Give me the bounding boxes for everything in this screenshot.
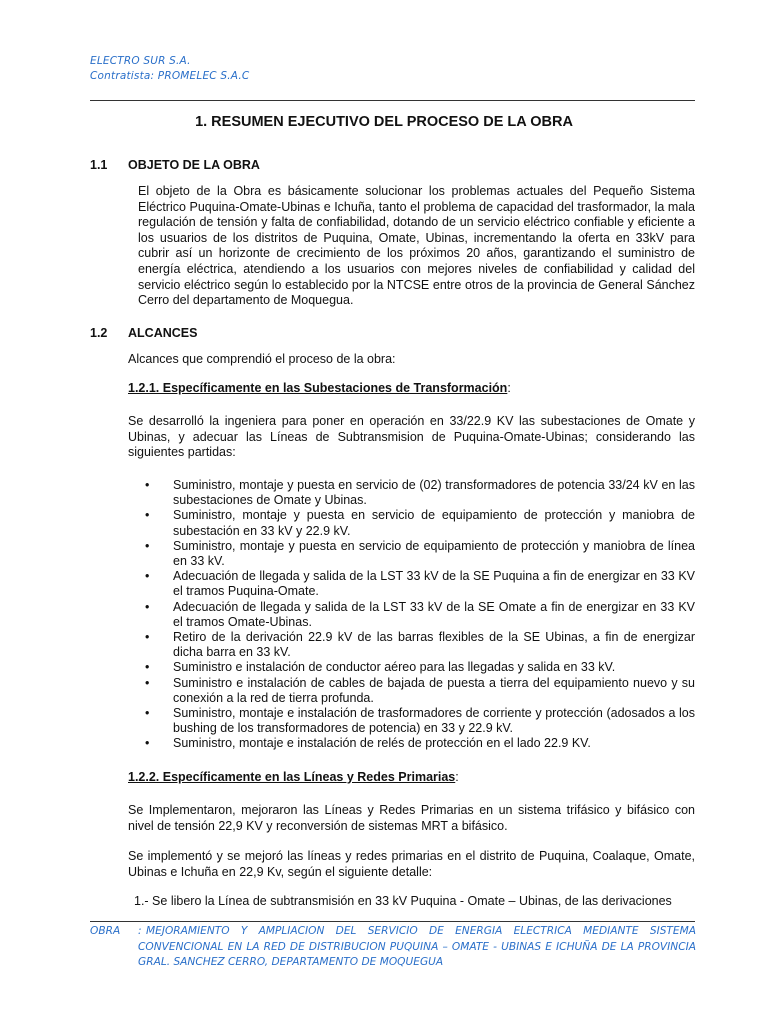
subsection-1-2-1-title: 1.2.1. Específicamente en las Subestaciones de Transformación <box>128 381 508 395</box>
subsection-1-2-2-body-1: Se Implementaron, mejoraron las Líneas y Redes Primarias en un sistema trifásico y bifásico con nivel de tensión 22,9 KV y reconversión de sistemas MRT a bifásico. <box>128 803 695 833</box>
bullet-icon: • <box>145 599 150 614</box>
list-item-text: Suministro, montaje e instalación de trasformadores de corriente y protección (adosados a los bushing de los transformadores de potencia) en 33 y 22.9 kV. <box>173 706 695 736</box>
list-item-text: Suministro, montaje y puesta en servicio de (02) transformadores de potencia 33/24 kV en las subestaciones de Omate y Ubinas. <box>173 478 695 508</box>
list-item <box>147 569 695 599</box>
list-item <box>147 630 695 660</box>
subsection-1-2-2-body-2: Se implementó y se mejoró las líneas y redes primarias en el distrito de Puquina, Coalaque, Omate, Ubinas e Ichuña en 22,9 Kv, según el siguiente detalle: <box>128 849 695 879</box>
list-item <box>147 706 695 736</box>
list-item-text: Suministro, montaje y puesta en servicio de equipamiento de protección y maniobra de subestación en 33 kV y 22.9 kV. <box>173 508 695 538</box>
list-item <box>147 600 695 630</box>
subsection-1-2-2-heading <box>128 770 459 784</box>
subsection-1-2-1-heading <box>128 381 511 395</box>
subsection-1-2-1-suffix: : <box>507 381 511 395</box>
footer-colon: : <box>138 925 142 937</box>
footer-label: OBRA <box>90 925 121 937</box>
bullet-icon: • <box>145 508 150 523</box>
list-item <box>147 508 695 538</box>
list-item <box>147 736 695 751</box>
bullet-list <box>147 478 695 752</box>
bullet-icon: • <box>145 736 150 751</box>
list-item <box>147 660 695 675</box>
list-item-text: Suministro, montaje e instalación de relés de protección en el lado 22.9 KV. <box>173 736 591 751</box>
list-item-text: Suministro e instalación de conductor aéreo para las llegadas y salida en 33 kV. <box>173 660 616 675</box>
footer-project-text: MEJORAMIENTO Y AMPLIACION DEL SERVICIO DE ENERGIA ELECTRICA MEDIANTE SISTEMA CONVENCIONAL EN LA RED DE DISTRIBUCION PUQUINA – OMATE - UBINAS E ICHUÑA DE LA PROVINCIA GRAL. SANCHEZ CERRO, DEPARTAMENTO DE MOQUEGUA <box>138 925 696 968</box>
bullet-icon: • <box>145 660 150 675</box>
footer-divider <box>90 921 695 922</box>
subsection-1-2-2-title: 1.2.2. Específicamente en las Líneas y Redes Primarias <box>128 770 456 784</box>
subsection-1-2-1-body: Se desarrolló la ingeniera para poner en operación en 33/22.9 KV las subestaciones de Omate y Ubinas, y adecuar las Líneas de Subtransmision de Puquina-Omate-Ubinas; considerando las siguientes partidas: <box>128 414 695 460</box>
subsection-1-2-2-suffix: : <box>455 770 459 784</box>
section-1-2-number: 1.2 <box>90 326 108 340</box>
bullet-icon: • <box>145 569 150 584</box>
list-item <box>147 478 695 508</box>
header-contractor: Contratista: PROMELEC S.A.C <box>90 70 250 82</box>
list-item-text: Suministro, montaje y puesta en servicio de equipamiento de protección y maniobra de línea en 33 kV. <box>173 538 695 569</box>
header-company: ELECTRO SUR S.A. <box>90 55 191 67</box>
bullet-icon: • <box>145 630 150 645</box>
bullet-icon: • <box>145 706 150 721</box>
list-item <box>147 676 695 706</box>
list-item-text: Suministro e instalación de cables de bajada de puesta a tierra del equipamiento nuevo y su conexión a la red de tierra profunda. <box>173 675 695 705</box>
section-1-2-intro: Alcances que comprendió el proceso de la obra: <box>128 352 396 366</box>
list-item-text: Adecuación de llegada y salida de la LST 33 kV de la SE Omate a fin de energizar en 33 KV el tramos Omate-Ubinas. <box>173 599 695 629</box>
section-1-1-number: 1.1 <box>90 158 108 172</box>
list-item-text: Retiro de la derivación 22.9 kV de las barras flexibles de la SE Ubinas, a fin de energizar dicha barra en 33 kV. <box>173 630 695 660</box>
bullet-icon: • <box>145 478 150 492</box>
section-1-1-heading: OBJETO DE LA OBRA <box>128 158 260 172</box>
detail-item-1: 1.- Se libero la Línea de subtransmisión en 33 kV Puquina - Omate – Ubinas, de las derivaciones <box>134 894 672 908</box>
bullet-icon: • <box>145 675 150 690</box>
section-1-1-body: El objeto de la Obra es básicamente solucionar los problemas actuales del Pequeño Sistema Eléctrico Puquina-Omate-Ubinas e Ichuña, tanto el problema de capacidad del trasformador, la mala regulación de tensión y falta de confiabilidad, dotando de un servicio eléctrico confiable y eficiente a los usuarios de los distritos de Puquina, Omate, Ubinas, incrementando la oferta en 33kV para cubrir así un horizonte de crecimiento de los próximos 20 años, garantizando el suministro de energía eléctrica, atendiendo a los usuarios con mejores niveles de confiabilidad y calidad del servicio eléctrico según lo establecido por la NTCSE entre otros de la provincia de General Sánchez Cerro del departamento de Moquegua. <box>138 184 695 308</box>
bullet-icon: • <box>145 538 150 553</box>
list-item-text: Adecuación de llegada y salida de la LST 33 kV de la SE Puquina a fin de energizar en 33 KV el tramos Puquina-Omate. <box>173 569 695 599</box>
header-divider <box>90 100 695 101</box>
section-1-2-heading: ALCANCES <box>128 326 198 340</box>
document-title: 1. RESUMEN EJECUTIVO DEL PROCESO DE LA OBRA <box>195 114 573 130</box>
list-item <box>147 539 695 569</box>
